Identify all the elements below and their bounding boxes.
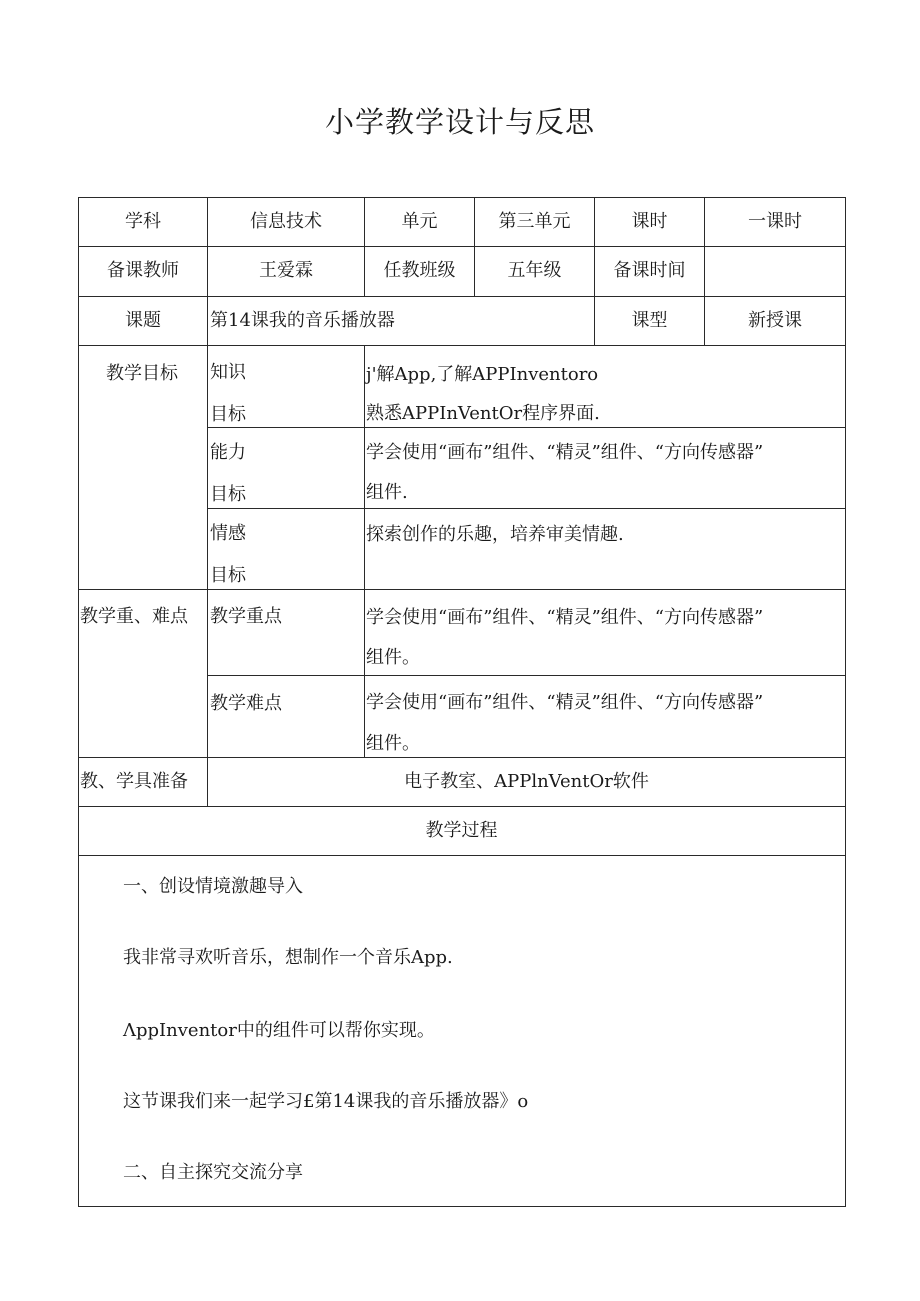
ability-goal-text: 学会使用“画布”组件、“精灵”组件、“方向传感器” 组件.	[366, 442, 764, 503]
tools-label: 教、学具准备	[80, 770, 188, 792]
period-label: 课时	[631, 211, 668, 232]
unit-value: 第三单元	[498, 211, 571, 232]
subject-label: 学科	[125, 211, 161, 232]
topic-value: 第14课我的音乐播放器	[210, 309, 395, 331]
process-line: 我非常寻欢听音乐，想制作一个音乐App.	[123, 947, 453, 968]
tools-value: 电子教室、APPlnVentOr软件	[404, 770, 649, 792]
teacher-label: 备课教师	[107, 260, 179, 281]
class-value: 五年级	[507, 260, 562, 281]
teacher-value: 王爱霖	[259, 260, 313, 281]
difficult-point-text: 学会使用“画布”组件、“精灵”组件、“方向传感器” 组件。	[366, 692, 764, 754]
key-point-label: 教学重点	[210, 606, 282, 627]
knowledge-goal-text: j'解App,了解APPInventoro 熟悉APPInVentOr程序界面.	[366, 364, 600, 424]
key-point-text: 学会使用“画布”组件、“精灵”组件、“方向传感器” 组件。	[366, 607, 764, 668]
difficult-point-label: 教学难点	[210, 693, 282, 714]
process-label: 教学过程	[425, 819, 498, 841]
goals-label: 教学目标	[106, 363, 178, 384]
process-line: 二、自主探究交流分享	[123, 1162, 303, 1183]
focus-label-cell	[78, 589, 208, 757]
emotion-goal-label: 情感 目标	[210, 523, 246, 586]
topic-label: 课题	[125, 309, 161, 331]
subject-value: 信息技术	[250, 211, 322, 232]
period-value: 一课时	[748, 211, 802, 232]
process-line: ΛppInventor中的组件可以帮你实现。	[123, 1020, 435, 1041]
focus-label: 教学重、难点	[80, 606, 188, 627]
goals-label-cell	[78, 345, 208, 589]
knowledge-goal-label: 知识 目标	[210, 362, 246, 425]
process-line: 一、创设情境激趣导入	[123, 876, 303, 897]
page-title: 小学教学设计与反思	[324, 105, 595, 139]
emotion-goal-text: 探索创作的乐趣，培养审美情趣.	[366, 524, 624, 545]
class-label: 任教班级	[383, 260, 456, 281]
type-value: 新授课	[748, 309, 802, 331]
process-line: 这节课我们来一起学习£第14课我的音乐播放器》o	[123, 1091, 529, 1112]
unit-label: 单元	[401, 211, 438, 232]
prep-time-value	[705, 246, 845, 296]
type-label: 课型	[631, 309, 668, 331]
ability-goal-label: 能力 目标	[210, 442, 246, 505]
prep-time-label: 备课时间	[613, 260, 686, 281]
